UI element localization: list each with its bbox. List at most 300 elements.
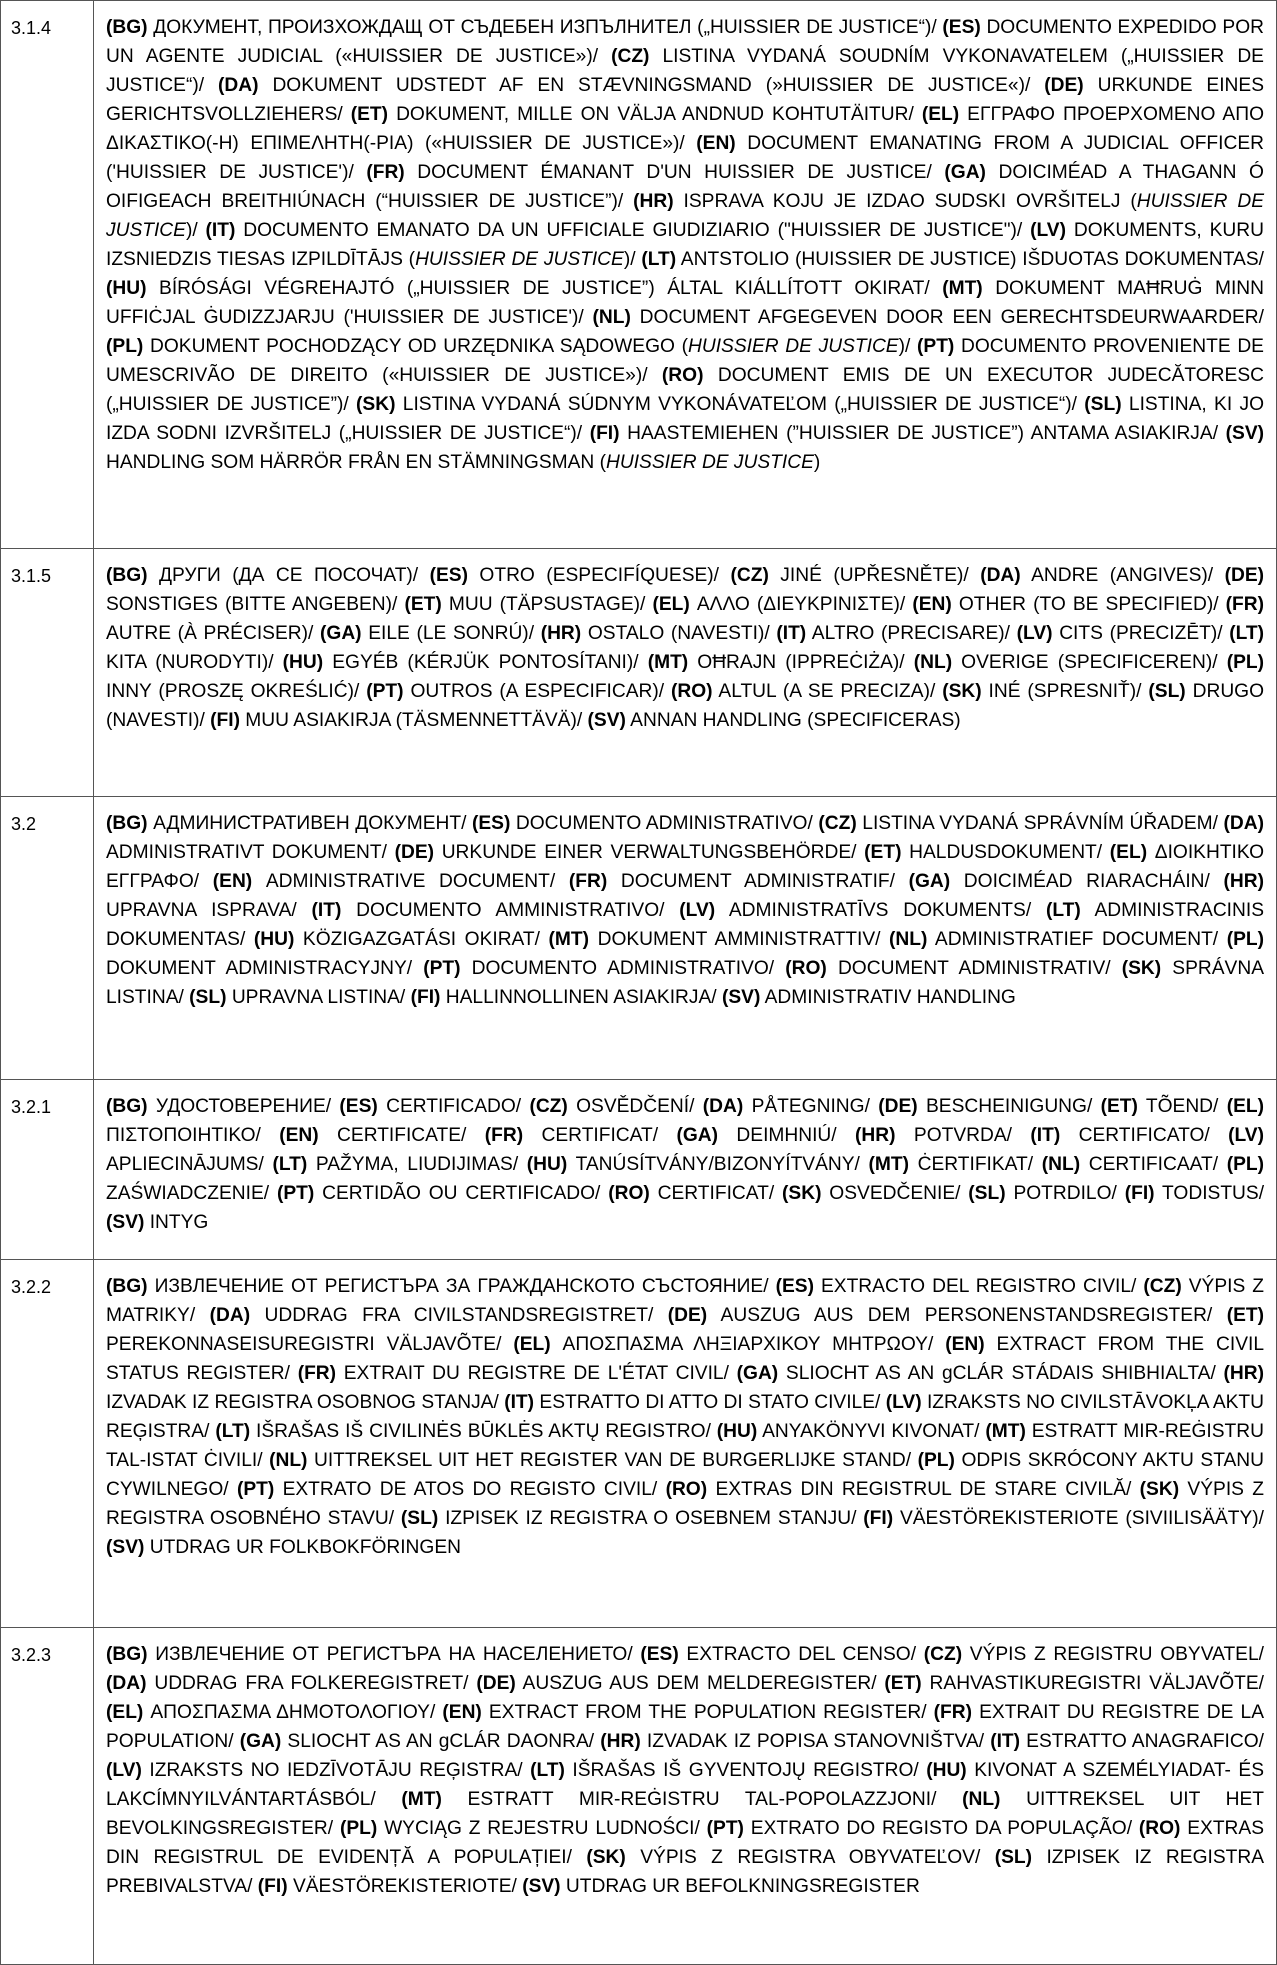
translation-text: MUU (TÄPSUSTAGE)/ xyxy=(441,594,653,615)
language-code: (LT) xyxy=(1045,900,1081,921)
language-code: (EN) xyxy=(945,1334,985,1355)
translation-text: KÖZIGAZGATÁSI OKIRAT/ xyxy=(294,929,549,950)
translation-text: VÝPIS Z MATRIKY/ xyxy=(106,1276,1265,1326)
translation-text: CERTIFICATE/ xyxy=(318,1125,485,1146)
translation-text: UPRAVNA ISPRAVA/ xyxy=(106,900,312,921)
language-code: (CZ) xyxy=(818,813,857,834)
language-code: (EL) xyxy=(513,1334,551,1355)
translation-text: MUU ASIAKIRJA (TÄSMENNETTÄVÄ)/ xyxy=(239,710,588,731)
table-row xyxy=(1,1260,1277,1628)
translation-text: ADMINISTRATIEF DOCUMENT/ xyxy=(927,929,1227,950)
translation-text: ALTRO (PRECISARE)/ xyxy=(806,623,1017,644)
language-code: (NL) xyxy=(889,929,928,950)
language-code: (ET) xyxy=(884,1673,922,1694)
translation-text: DOCUMENT EMANATING FROM A JUDICIAL OFFICER ('HUISSIER DE JUSTICE')/ xyxy=(106,133,1264,183)
translation-text: HAASTEMIEHEN (”HUISSIER DE JUSTICE”) ANTAMA ASIAKIRJA/ xyxy=(619,423,1226,444)
translation-text: DEIMHNIÚ/ xyxy=(718,1125,856,1146)
language-code: (LV) xyxy=(106,1760,142,1781)
language-code: (SL) xyxy=(968,1183,1006,1204)
table-row xyxy=(1,549,1277,797)
translation-text: POTRDILO/ xyxy=(1005,1183,1125,1204)
translation-text: DOCUMENTO AMMINISTRATIVO/ xyxy=(341,900,680,921)
translation-text: VÝPIS Z REGISTRA OBYVATEĽOV/ xyxy=(625,1847,995,1868)
language-code: (EN) xyxy=(212,871,253,892)
translation-text: IŠRAŠAS IŠ CIVILINĖS BŪKLĖS AKTŲ REGISTRO/ xyxy=(250,1421,717,1442)
translation-text: DOCUMENTO EMANATO DA UN UFFICIALE GIUDIZIARIO ("HUISSIER DE JUSTICE")/ xyxy=(235,220,1031,241)
language-code: (PT) xyxy=(706,1818,744,1839)
translation-text: URKUNDE EINES GERICHTSVOLLZIEHERS/ xyxy=(106,75,1265,125)
translation-text: DOKUMENT POCHODZĄCY OD URZĘDNIKA SĄDOWEGO ( xyxy=(143,336,688,357)
language-code: (EL) xyxy=(921,104,960,125)
translation-text: )/ xyxy=(898,336,917,357)
language-code: (IT) xyxy=(1030,1125,1061,1146)
language-code: (CZ) xyxy=(730,565,769,586)
language-code: (DA) xyxy=(218,75,259,96)
language-code: (IT) xyxy=(504,1392,535,1413)
translation-text: UDDRAG FRA FOLKEREGISTRET/ xyxy=(146,1673,477,1694)
language-code: (FI) xyxy=(1124,1183,1155,1204)
translation-text: OUTROS (A ESPECIFICAR)/ xyxy=(403,681,672,702)
language-code: (PL) xyxy=(106,336,144,357)
language-code: (HU) xyxy=(253,929,295,950)
translation-text: EGYÉB (KÉRJÜK PONTOSÍTANI)/ xyxy=(323,652,648,673)
language-code: (NL) xyxy=(592,307,631,328)
language-code: (LV) xyxy=(679,900,716,921)
translation-text: DOCUMENT ÉMANANT D'UN HUISSIER DE JUSTICE/ xyxy=(404,162,945,183)
translation-text: ДОКУМЕНТ, ПРОИЗХОЖДАЩ ОТ СЪДЕБЕН ИЗПЪЛНИТЕЛ („HUISSIER DE JUSTICE“)/ xyxy=(147,17,943,38)
language-code: (SL) xyxy=(400,1508,439,1529)
language-code: (LV) xyxy=(885,1392,922,1413)
translation-text: VÄESTÖREKISTERIOTE (SIVIILISÄÄTY)/ xyxy=(893,1508,1264,1529)
translation-text: DOICIMÉAD RIARACHÁIN/ xyxy=(950,871,1224,892)
language-code: (CZ) xyxy=(1143,1276,1182,1297)
language-code: (SK) xyxy=(942,681,982,702)
language-code: (PL) xyxy=(1226,1154,1264,1175)
translation-text: LISTINA VYDANÁ SPRÁVNÍM ÚŘADEM/ xyxy=(856,813,1224,834)
translation-text: JINÉ (UPŘESNĚTE)/ xyxy=(768,565,981,586)
row-number: 3.1.4 xyxy=(1,1,94,549)
row-description xyxy=(94,797,1277,1080)
language-code: (DA) xyxy=(980,565,1021,586)
translation-text: RAHVASTIKUREGISTRI VÄLJAVÕTE/ xyxy=(921,1673,1264,1694)
translation-text: DOKUMENT AMMINISTRATTIV/ xyxy=(589,929,890,950)
translation-text: )/ xyxy=(623,249,642,270)
language-code: (PT) xyxy=(917,336,955,357)
language-code: (ES) xyxy=(339,1096,378,1117)
language-code: (HR) xyxy=(1223,1363,1265,1384)
language-code: (SL) xyxy=(1084,394,1122,415)
language-code: (EL) xyxy=(1226,1096,1264,1117)
translation-text: DOCUMENTO EXPEDIDO POR UN AGENTE JUDICIAL («HUISSIER DE JUSTICE»)/ xyxy=(106,17,1264,67)
language-code: (RO) xyxy=(785,958,827,979)
translation-text: PAŽYMA, LIUDIJIMAS/ xyxy=(307,1154,527,1175)
language-code: (PT) xyxy=(236,1479,275,1500)
language-code: (LT) xyxy=(215,1421,251,1442)
language-code: (ES) xyxy=(942,17,981,38)
language-code: (HU) xyxy=(282,652,324,673)
translation-text: WYCIĄG Z REJESTRU LUDNOŚCI/ xyxy=(377,1818,707,1839)
translation-text: AUTRE (À PRÉCISER)/ xyxy=(106,623,321,644)
language-code: (FI) xyxy=(410,987,441,1008)
language-code: (GA) xyxy=(239,1731,282,1752)
translation-text: UPRAVNA LISTINA/ xyxy=(226,987,411,1008)
translation-text: ADMINISTRACINIS DOKUMENTAS/ xyxy=(106,900,1264,950)
language-code: (SK) xyxy=(1139,1479,1180,1500)
language-code: (IT) xyxy=(205,220,236,241)
translation-text: CERTIFICATO/ xyxy=(1060,1125,1229,1146)
translation-text: BÍRÓSÁGI VÉGREHAJTÓ („HUISSIER DE JUSTICE”) ÁLTAL KIÁLLÍTOTT OKIRAT/ xyxy=(146,278,943,299)
translation-text: UITTREKSEL UIT HET REGISTER VAN DE BURGERLIJKE STAND/ xyxy=(307,1450,918,1471)
translation-text: ESTRATTO DI ATTO DI STATO CIVILE/ xyxy=(534,1392,886,1413)
translation-text: HANDLING SOM HÄRRÖR FRÅN EN STÄMNINGSMAN ( xyxy=(106,452,606,473)
translation-text: SPRÁVNA LISTINA/ xyxy=(106,958,1264,1008)
language-code: (MT) xyxy=(401,1789,442,1810)
language-code: (PL) xyxy=(1226,929,1264,950)
language-code: (NL) xyxy=(269,1450,308,1471)
translation-text: ODPIS SKRÓCONY AKTU STANU CYWILNEGO/ xyxy=(106,1450,1264,1500)
translation-text: DOKUMENT, MILLE ON VÄLJA ANDNUD KOHTUTÄITUR/ xyxy=(388,104,922,125)
translation-text: ANYAKÖNYVI KIVONAT/ xyxy=(757,1421,986,1442)
translation-text: OSTALO (NAVESTI)/ xyxy=(581,623,777,644)
row-number: 3.2 xyxy=(1,797,94,1080)
language-code: (RO) xyxy=(1138,1818,1181,1839)
translation-text: EXTRACTO DEL REGISTRO CIVIL/ xyxy=(813,1276,1144,1297)
language-code: (SV) xyxy=(522,1876,561,1897)
translation-text: SONSTIGES (BITTE ANGEBEN)/ xyxy=(106,594,405,615)
translation-text: EXTRATO DO REGISTO DA POPULAÇÃO/ xyxy=(743,1818,1139,1839)
language-code: (EN) xyxy=(442,1702,482,1723)
translation-text: CERTIFICAAT/ xyxy=(1080,1154,1227,1175)
translation-text: DRUGO (NAVESTI)/ xyxy=(106,681,1265,731)
language-code: (SL) xyxy=(1148,681,1186,702)
translation-text: ΑΠΟΣΠΑΣΜΑ ΔΗΜΟΤΟΛΟΓΙΟΥ/ xyxy=(143,1702,443,1723)
translation-text: АДМИНИСТРАТИВЕН ДОКУМЕНТ/ xyxy=(147,813,472,834)
translation-text: ESTRATTO ANAGRAFICO/ xyxy=(1020,1731,1265,1752)
language-code: (DE) xyxy=(1224,565,1265,586)
language-code: (NL) xyxy=(913,652,953,673)
translation-text: UDDRAG FRA CIVILSTANDSREGISTRET/ xyxy=(250,1305,668,1326)
translation-text: ADMINISTRATIVE DOCUMENT/ xyxy=(252,871,569,892)
language-code: (CZ) xyxy=(923,1644,963,1665)
translation-text: EXTRACTO DEL CENSO/ xyxy=(678,1644,924,1665)
translation-text: ANNAN HANDLING (SPECIFICERAS) xyxy=(625,710,961,731)
language-code: (HU) xyxy=(926,1760,967,1781)
language-code: (LV) xyxy=(1016,623,1053,644)
language-code: (FI) xyxy=(257,1876,288,1897)
language-code: (SL) xyxy=(994,1847,1033,1868)
translation-text: OSVEDČENIE/ xyxy=(821,1183,969,1204)
translation-text: VÄESTÖREKISTERIOTE/ xyxy=(287,1876,523,1897)
row-description xyxy=(94,1,1277,549)
language-code: (DE) xyxy=(476,1673,516,1694)
table-row xyxy=(1,1628,1277,1965)
language-code: (HR) xyxy=(855,1125,896,1146)
translation-text: LISTINA VYDANÁ SÚDNYM VYKONÁVATEĽOM („HUISSIER DE JUSTICE“)/ xyxy=(395,394,1085,415)
language-code: (HU) xyxy=(526,1154,568,1175)
language-code: (PL) xyxy=(1226,652,1264,673)
translation-text: PEREKONNASEISUREGISTRI VÄLJAVÕTE/ xyxy=(106,1334,514,1355)
translation-text: OTHER (TO BE SPECIFIED)/ xyxy=(951,594,1226,615)
language-code: (PT) xyxy=(423,958,461,979)
translation-text: ДРУГИ (ДА СЕ ПОСОЧАТ)/ xyxy=(147,565,430,586)
translation-text: EXTRAS DIN REGISTRUL DE STARE CIVILĂ/ xyxy=(707,1479,1140,1500)
translation-text: URKUNDE EINER VERWALTUNGSBEHÖRDE/ xyxy=(434,842,865,863)
italic-term: HUISSIER DE JUSTICE xyxy=(605,452,814,473)
translation-text: BESCHEINIGUNG/ xyxy=(917,1096,1101,1117)
translation-text: KIVONAT A SZEMÉLYIADAT- ÉS LAKCÍMNYILVÁNTARTÁSBÓL/ xyxy=(106,1760,1264,1810)
translation-text: OSVĚDČENÍ/ xyxy=(567,1096,703,1117)
language-code: (CZ) xyxy=(529,1096,568,1117)
row-description xyxy=(94,1628,1277,1965)
translation-text: VÝPIS Z REGISTRA OSOBNÉHO STAVU/ xyxy=(106,1479,1264,1529)
language-code: (HR) xyxy=(600,1731,641,1752)
language-code: (EL) xyxy=(106,1702,144,1723)
language-code: (FI) xyxy=(863,1508,894,1529)
language-code: (DA) xyxy=(209,1305,251,1326)
language-code: (SL) xyxy=(189,987,227,1008)
translation-text: EXTRAIT DU REGISTRE DE LA POPULATION/ xyxy=(106,1702,1264,1752)
language-code: (ES) xyxy=(471,813,511,834)
translation-text: DOKUMENTS, KURU IZSNIEDZIS TIESAS IZPILDĪTĀJS ( xyxy=(106,220,1264,270)
translation-text: DOCUMENT EMIS DE UN EXECUTOR JUDECĂTORESC („HUISSIER DE JUSTICE”)/ xyxy=(106,365,1264,415)
language-code: (DE) xyxy=(1044,75,1084,96)
language-code: (SV) xyxy=(587,710,626,731)
language-code: (RO) xyxy=(661,365,704,386)
language-code: (EN) xyxy=(279,1125,319,1146)
translation-text: IZRAKSTS NO IEDZĪVOTĀJU REĢISTRA/ xyxy=(141,1760,531,1781)
translation-text: ) xyxy=(813,452,821,473)
translation-text: EXTRACT FROM THE CIVIL STATUS REGISTER/ xyxy=(106,1334,1264,1384)
language-code: (EN) xyxy=(912,594,952,615)
language-code: (MT) xyxy=(942,278,983,299)
translation-text: TÕEND/ xyxy=(1137,1096,1227,1117)
translation-text: EXTRATO DE ATOS DO REGISTO CIVIL/ xyxy=(274,1479,666,1500)
italic-term: HUISSIER DE JUSTICE xyxy=(415,249,624,270)
translation-text: IZPISEK IZ REGISTRA O OSEBNEM STANJU/ xyxy=(438,1508,864,1529)
translation-text: POTVRDA/ xyxy=(895,1125,1031,1146)
language-code: (ET) xyxy=(404,594,442,615)
language-code: (FR) xyxy=(297,1363,337,1384)
language-code: (SV) xyxy=(106,1537,145,1558)
translation-text: ALTUL (A SE PRECIZA)/ xyxy=(712,681,943,702)
language-code: (PT) xyxy=(276,1183,315,1204)
translation-text: ИЗВЛЕЧЕНИЕ ОТ РЕГИСТЪРА НА НАСЕЛЕНИЕТО/ xyxy=(147,1644,641,1665)
language-code: (ET) xyxy=(350,104,389,125)
translation-text: DOICIMÉAD A THAGANN Ó OIFIGEACH BREITHIÚNACH (“HUISSIER DE JUSTICE”)/ xyxy=(106,162,1264,212)
translation-text: ANTSTOLIO (HUISSIER DE JUSTICE) IŠDUOTAS DOKUMENTAS/ xyxy=(676,249,1264,270)
language-code: (BG) xyxy=(106,1096,148,1117)
translation-text: INÉ (SPRESNIŤ)/ xyxy=(981,681,1149,702)
language-code: (GA) xyxy=(944,162,986,183)
language-code: (ES) xyxy=(429,565,468,586)
row-number: 3.1.5 xyxy=(1,549,94,797)
table-row xyxy=(1,1,1277,549)
language-code: (RO) xyxy=(665,1479,708,1500)
language-code: (LT) xyxy=(1229,623,1265,644)
translation-text: DOCUMENT ADMINISTRATIV/ xyxy=(826,958,1122,979)
translation-text: OĦRAJN (IPPREĊIŻA)/ xyxy=(688,652,914,673)
translation-text: IŠRAŠAS IŠ GYVENTOJŲ REGISTRO/ xyxy=(564,1760,927,1781)
row-number: 3.2.1 xyxy=(1,1080,94,1260)
translation-text: ZAŚWIADCZENIE/ xyxy=(106,1183,277,1204)
translation-text: IZVADAK IZ POPISA STANOVNIŠTVA/ xyxy=(640,1731,991,1752)
translation-text: UITTREKSEL UIT HET BEVOLKINGSREGISTER/ xyxy=(106,1789,1264,1839)
language-code: (BG) xyxy=(106,813,148,834)
language-code: (CZ) xyxy=(611,46,650,67)
language-code: (IT) xyxy=(990,1731,1021,1752)
language-code: (PT) xyxy=(366,681,404,702)
translation-text: ΔΙΟΙΚΗΤΙΚΟ ΕΓΓΡΑΦΟ/ xyxy=(106,842,1265,892)
language-code: (BG) xyxy=(106,1276,148,1297)
language-code: (NL) xyxy=(1041,1154,1081,1175)
language-code: (GA) xyxy=(320,623,362,644)
translation-text: ΕΓΓΡΑΦΟ ΠΡΟΕΡΧΟΜΕΝΟ ΑΠΟ ΔΙΚΑΣΤΙΚΟ(-Η) ΕΠΙΜΕΛΗΤΗ(-ΡΙΑ) («HUISSIER DE JUSTICE»)/ xyxy=(106,104,1264,154)
translation-text: ADMINISTRATĪVS DOKUMENTS/ xyxy=(715,900,1046,921)
translation-text: УДОСТОВЕРЕНИЕ/ xyxy=(147,1096,340,1117)
language-code: (SK) xyxy=(356,394,396,415)
language-code: (EL) xyxy=(652,594,690,615)
language-code: (ES) xyxy=(640,1644,679,1665)
language-code: (RO) xyxy=(671,681,713,702)
language-code: (MT) xyxy=(647,652,689,673)
translation-text: CERTIFICAT/ xyxy=(523,1125,677,1146)
table-row xyxy=(1,1080,1277,1260)
language-code: (GA) xyxy=(676,1125,719,1146)
translation-text: )/ xyxy=(185,220,206,241)
translation-text: AUSZUG AUS DEM MELDEREGISTER/ xyxy=(515,1673,885,1694)
language-code: (SK) xyxy=(782,1183,822,1204)
language-code: (SV) xyxy=(721,987,761,1008)
translation-text: EILE (LE SONRÚ)/ xyxy=(361,623,541,644)
row-number: 3.2.3 xyxy=(1,1628,94,1965)
language-code: (GA) xyxy=(736,1363,779,1384)
translation-text: VÝPIS Z REGISTRU OBYVATEL/ xyxy=(962,1644,1264,1665)
language-code: (FI) xyxy=(589,423,620,444)
translation-text: ADMINISTRATIV HANDLING xyxy=(760,987,1016,1008)
language-code: (IT) xyxy=(776,623,807,644)
language-code: (EN) xyxy=(696,133,736,154)
translation-text: HALDUSDOKUMENT/ xyxy=(901,842,1110,863)
translation-text: UTDRAG UR FOLKBOKFÖRINGEN xyxy=(144,1537,461,1558)
language-code: (BG) xyxy=(106,565,148,586)
language-code: (DE) xyxy=(878,1096,918,1117)
translation-text: LISTINA VYDANÁ SOUDNÍM VYKONAVATELEM („HUISSIER DE JUSTICE“)/ xyxy=(106,46,1264,96)
translation-text: INTYG xyxy=(144,1212,209,1233)
language-code: (PL) xyxy=(917,1450,955,1471)
translation-text: PÅTEGNING/ xyxy=(743,1096,879,1117)
language-code: (ET) xyxy=(1226,1305,1264,1326)
language-code: (GA) xyxy=(908,871,951,892)
row-number: 3.2.2 xyxy=(1,1260,94,1628)
language-code: (SV) xyxy=(106,1212,145,1233)
language-code: (DA) xyxy=(1223,813,1265,834)
language-code: (LT) xyxy=(272,1154,308,1175)
language-code: (HR) xyxy=(540,623,582,644)
translation-text: DOCUMENTO PROVENIENTE DE UMESCRIVÃO DE DIREITO («HUISSIER DE JUSTICE»)/ xyxy=(106,336,1264,386)
row-description xyxy=(94,549,1277,797)
translation-text: KITA (NURODYTI)/ xyxy=(106,652,283,673)
translation-text: INNY (PROSZĘ OKREŚLIĆ)/ xyxy=(106,681,367,702)
translation-text: CERTIFICADO/ xyxy=(377,1096,530,1117)
table-row xyxy=(1,797,1277,1080)
language-code: (FR) xyxy=(1225,594,1264,615)
translation-text: TANÚSÍTVÁNY/BIZONYÍTVÁNY/ xyxy=(567,1154,869,1175)
translation-text: DOKUMENT MAĦRUĠ MINN UFFIĊJAL ĠUDIZZJARJU ('HUISSIER DE JUSTICE')/ xyxy=(106,278,1264,328)
language-code: (BG) xyxy=(106,1644,148,1665)
translation-text: ESTRATT MIR-REĠISTRU TAL-POPOLAZZJONI/ xyxy=(441,1789,963,1810)
language-code: (ET) xyxy=(1100,1096,1138,1117)
translation-text: DOKUMENT UDSTEDT AF EN STÆVNINGSMAND (»HUISSIER DE JUSTICE«)/ xyxy=(258,75,1045,96)
language-code: (ES) xyxy=(775,1276,814,1297)
language-code: (DA) xyxy=(106,1673,147,1694)
translation-text: IZVADAK IZ REGISTRA OSOBNOG STANJA/ xyxy=(106,1392,505,1413)
translation-text: HALLINNOLLINEN ASIAKIRJA/ xyxy=(440,987,722,1008)
language-code: (HR) xyxy=(1223,871,1264,892)
language-code: (RO) xyxy=(608,1183,650,1204)
translation-text: IZPISEK IZ REGISTRA PREBIVALSTVA/ xyxy=(106,1847,1265,1897)
translation-text: ANDRE (ANGIVES)/ xyxy=(1020,565,1225,586)
translation-text: CERTIFICAT/ xyxy=(649,1183,783,1204)
language-code: (BG) xyxy=(106,17,148,38)
translation-text: AUSZUG AUS DEM PERSONENSTANDSREGISTER/ xyxy=(707,1305,1227,1326)
translation-text: DOCUMENTO ADMINISTRATIVO/ xyxy=(460,958,786,979)
translation-text: CERTIDÃO OU CERTIFICADO/ xyxy=(314,1183,609,1204)
translation-text: ΠΙΣΤΟΠΟΙΗΤΙΚΟ/ xyxy=(106,1125,280,1146)
row-description xyxy=(94,1080,1277,1260)
translation-text: CITS (PRECIZĒT)/ xyxy=(1052,623,1230,644)
translation-text: EXTRACT FROM THE POPULATION REGISTER/ xyxy=(481,1702,934,1723)
translation-text: OTRO (ESPECIFÍQUESE)/ xyxy=(467,565,731,586)
translation-text: IZRAKSTS NO CIVILSTĀVOKĻA AKTU REĢISTRA/ xyxy=(106,1392,1264,1442)
translation-text: SLIOCHT AS AN gCLÁR DAONRA/ xyxy=(281,1731,601,1752)
translation-text: ΑΠΟΣΠΑΣΜΑ ΛΗΞΙΑΡΧΙΚΟΥ ΜΗΤΡΩΟΥ/ xyxy=(550,1334,946,1355)
translation-text: DOKUMENT ADMINISTRACYJNY/ xyxy=(106,958,424,979)
language-code: (MT) xyxy=(985,1421,1026,1442)
translation-text: SLIOCHT AS AN gCLÁR STÁDAIS SHIBHIALTA/ xyxy=(778,1363,1224,1384)
language-code: (HR) xyxy=(633,191,674,212)
language-code: (MT) xyxy=(868,1154,909,1175)
language-code: (FI) xyxy=(210,710,240,731)
language-code: (LT) xyxy=(641,249,677,270)
translation-text: DOCUMENTO ADMINISTRATIVO/ xyxy=(510,813,819,834)
language-code: (SV) xyxy=(1225,423,1264,444)
language-code: (LV) xyxy=(1228,1125,1264,1146)
translation-text: UTDRAG UR BEFOLKNINGSREGISTER xyxy=(560,1876,920,1897)
translation-text: EXTRAIT DU REGISTRE DE L'ÉTAT CIVIL/ xyxy=(336,1363,737,1384)
translation-text: ĊERTIFIKAT/ xyxy=(908,1154,1042,1175)
language-code: (FR) xyxy=(933,1702,973,1723)
language-code: (DE) xyxy=(667,1305,708,1326)
translation-text: DOCUMENT ADMINISTRATIF/ xyxy=(607,871,909,892)
language-code: (LT) xyxy=(530,1760,565,1781)
language-code: (HU) xyxy=(106,278,147,299)
translation-text: ADMINISTRATIVT DOKUMENT/ xyxy=(106,842,395,863)
translation-text: ΑΛΛΟ (ΔΙΕΥΚΡΙΝΙΣΤΕ)/ xyxy=(689,594,913,615)
language-code: (PL) xyxy=(339,1818,378,1839)
language-code: (SK) xyxy=(1121,958,1162,979)
language-code: (DE) xyxy=(394,842,435,863)
translation-text: TODISTUS/ xyxy=(1154,1183,1265,1204)
translation-text: EXTRAS DIN REGISTRUL DE EVIDENȚĂ A POPULAȚIEI/ xyxy=(106,1818,1264,1868)
language-code: (FR) xyxy=(568,871,608,892)
row-description xyxy=(94,1260,1277,1628)
language-code: (LV) xyxy=(1030,220,1066,241)
language-code: (IT) xyxy=(311,900,342,921)
language-code: (FR) xyxy=(366,162,405,183)
language-code: (HU) xyxy=(716,1421,758,1442)
language-code: (ET) xyxy=(864,842,902,863)
language-code: (MT) xyxy=(548,929,590,950)
